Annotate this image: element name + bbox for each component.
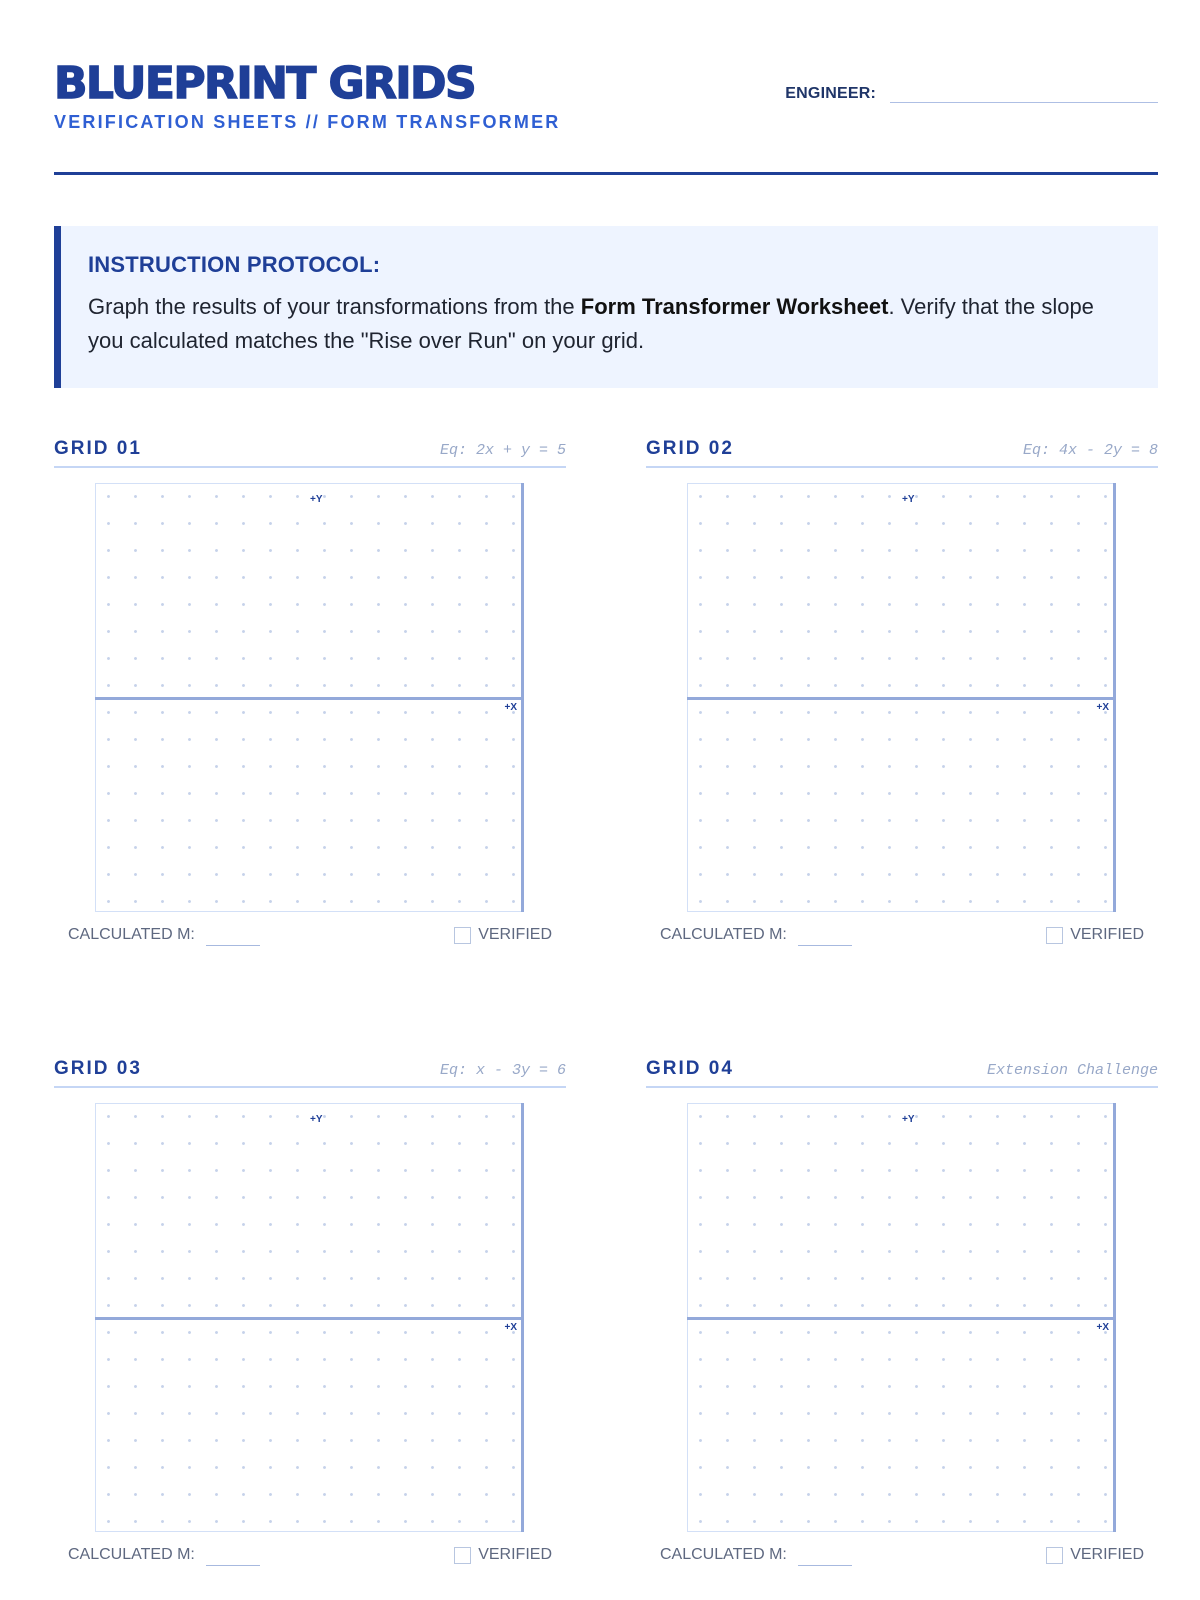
verified-group (454, 926, 552, 944)
y-axis-label: +Y (902, 494, 915, 505)
grid-title: GRID 01 (54, 438, 142, 459)
engineer-label: ENGINEER: (785, 85, 876, 102)
grid-title: GRID 03 (54, 1058, 142, 1079)
x-axis-label: +X (504, 702, 517, 713)
verified-group (1046, 1546, 1144, 1564)
grid-header (54, 436, 566, 468)
x-axis-label: +X (1096, 1322, 1109, 1333)
coordinate-grid[interactable] (95, 1103, 524, 1532)
protocol-text-start: Graph the results of your transformations from the (88, 294, 581, 319)
coordinate-grid[interactable] (687, 483, 1116, 912)
engineer-field-group (785, 80, 1158, 103)
y-axis-label: +Y (902, 1114, 915, 1125)
grid-header (54, 1056, 566, 1088)
verified-label: VERIFIED (1070, 1546, 1144, 1563)
x-axis (95, 697, 524, 700)
verified-label: VERIFIED (1070, 926, 1144, 943)
page-subtitle: VERIFICATION SHEETS // FORM TRANSFORMER (54, 112, 561, 132)
calculated-m-label: CALCULATED M: (68, 1546, 195, 1563)
grid-footer (68, 1544, 552, 1572)
calculated-m-input-line[interactable] (206, 1565, 260, 1566)
grid-panel-4 (646, 1056, 1158, 1576)
verified-label: VERIFIED (478, 1546, 552, 1563)
grid-header (646, 1056, 1158, 1088)
grid-equation: Eq: x - 3y = 6 (439, 1062, 566, 1079)
grid-header (646, 436, 1158, 468)
verified-label: VERIFIED (478, 926, 552, 943)
grid-equation: Extension Challenge (986, 1062, 1158, 1079)
calculated-m-label: CALCULATED M: (660, 1546, 787, 1563)
grid-footer (68, 924, 552, 952)
verified-checkbox[interactable] (1046, 1547, 1063, 1564)
protocol-text-end: . Verify that the slope you calculated matches the "Rise over Run" on your grid. (88, 294, 1094, 353)
page-title: BLUEPRINT GRIDS (54, 58, 476, 109)
header (54, 56, 1158, 175)
grid-footer (660, 1544, 1144, 1572)
grid-panel-1 (54, 436, 566, 956)
instruction-protocol-box (54, 226, 1158, 388)
grid-panel-2 (646, 436, 1158, 956)
grid-title: GRID 02 (646, 438, 734, 459)
verified-checkbox[interactable] (1046, 927, 1063, 944)
worksheet-page (54, 0, 1158, 1600)
coordinate-grid[interactable] (95, 483, 524, 912)
grid-equation: Eq: 4x - 2y = 8 (1022, 442, 1158, 459)
calculated-m-input-line[interactable] (206, 945, 260, 946)
verified-group (1046, 926, 1144, 944)
grid-footer (660, 924, 1144, 952)
x-axis-label: +X (504, 1322, 517, 1333)
x-axis (687, 697, 1116, 700)
grid-equation: Eq: 2x + y = 5 (439, 442, 566, 459)
grid-title: GRID 04 (646, 1058, 734, 1079)
x-axis-label: +X (1096, 702, 1109, 713)
verified-group (454, 1546, 552, 1564)
protocol-text (88, 290, 1128, 358)
calculated-m-label: CALCULATED M: (660, 926, 787, 943)
x-axis (687, 1317, 1116, 1320)
protocol-heading: INSTRUCTION PROTOCOL: (88, 252, 381, 277)
x-axis (95, 1317, 524, 1320)
protocol-text-bold: Form Transformer Worksheet (580, 294, 889, 319)
y-axis-label: +Y (310, 1114, 323, 1125)
verified-checkbox[interactable] (454, 927, 471, 944)
coordinate-grid[interactable] (687, 1103, 1116, 1532)
calculated-m-input-line[interactable] (798, 945, 852, 946)
calculated-m-input-line[interactable] (798, 1565, 852, 1566)
calculated-m-label: CALCULATED M: (68, 926, 195, 943)
y-axis-label: +Y (310, 494, 323, 505)
grid-panel-3 (54, 1056, 566, 1576)
engineer-input-line[interactable] (890, 80, 1158, 103)
verified-checkbox[interactable] (454, 1547, 471, 1564)
